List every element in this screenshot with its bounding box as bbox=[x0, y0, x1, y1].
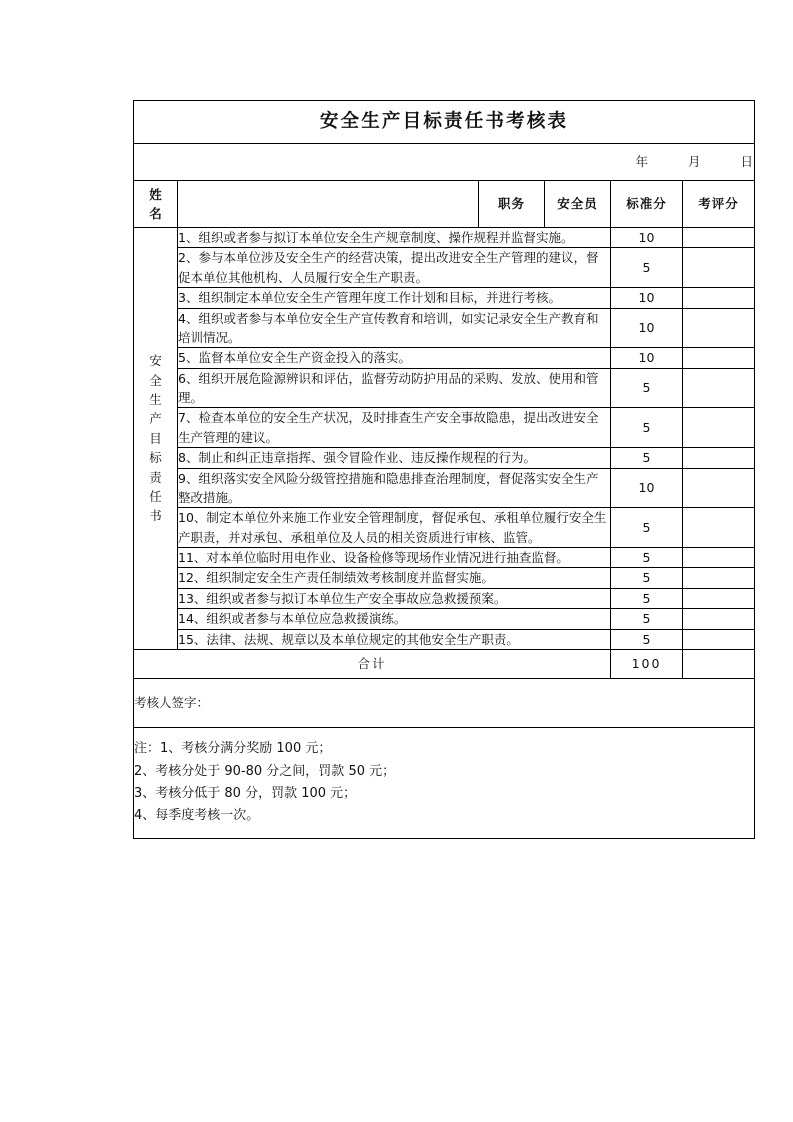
item-review-score[interactable] bbox=[683, 368, 755, 408]
document-title-cell bbox=[134, 101, 755, 144]
signature-cell[interactable] bbox=[134, 678, 755, 727]
side-label-char: 产 bbox=[149, 411, 162, 427]
item-standard-score: 10 bbox=[611, 468, 683, 508]
item-description: 13、组织或者参与拟订本单位生产安全事故应急救援预案。 bbox=[178, 588, 611, 608]
title-row bbox=[134, 101, 755, 144]
table-row bbox=[134, 368, 755, 408]
item-description: 5、监督本单位安全生产资金投入的落实。 bbox=[178, 348, 611, 368]
item-review-score[interactable] bbox=[683, 448, 755, 468]
header-name-value-cell[interactable] bbox=[178, 181, 479, 228]
item-review-score[interactable] bbox=[683, 348, 755, 368]
item-review-score[interactable] bbox=[683, 308, 755, 348]
table-row bbox=[134, 568, 755, 588]
item-standard-score: 5 bbox=[611, 248, 683, 288]
note-line: 3、考核分低于 80 分，罚款 100 元； bbox=[134, 785, 357, 801]
item-review-score[interactable] bbox=[683, 568, 755, 588]
assessment-form-table bbox=[133, 100, 755, 839]
item-standard-score: 10 bbox=[611, 288, 683, 308]
item-review-score[interactable] bbox=[683, 548, 755, 568]
header-name-char-2: 名 bbox=[149, 206, 162, 221]
side-label-char: 责 bbox=[149, 469, 162, 485]
item-review-score[interactable] bbox=[683, 248, 755, 288]
side-label-char: 目 bbox=[149, 430, 162, 446]
table-row bbox=[134, 348, 755, 368]
note-line: 2、考核分处于 90-80 分之间，罚款 50 元； bbox=[134, 763, 396, 779]
total-row bbox=[134, 649, 755, 678]
table-row bbox=[134, 548, 755, 568]
date-day-label: 日 bbox=[740, 154, 755, 170]
item-description: 8、制止和纠正违章指挥、强令冒险作业、违反操作规程的行为。 bbox=[178, 448, 611, 468]
side-label-char: 标 bbox=[149, 450, 162, 466]
item-standard-score: 5 bbox=[611, 508, 683, 548]
table-row bbox=[134, 248, 755, 288]
item-standard-score: 10 bbox=[611, 228, 683, 248]
table-row bbox=[134, 408, 755, 448]
item-description: 10、制定本单位外来施工作业安全管理制度，督促承包、承租单位履行安全生产职责，并对承包、承租单位及人员的相关资质进行审核、监管。 bbox=[178, 508, 611, 548]
signature-label: 考核人签字： bbox=[134, 695, 210, 711]
item-review-score[interactable] bbox=[683, 408, 755, 448]
table-row bbox=[134, 468, 755, 508]
header-review-score-label: 考评分 bbox=[683, 181, 755, 228]
item-description: 1、组织或者参与拟订本单位安全生产规章制度、操作规程并监督实施。 bbox=[178, 228, 611, 248]
total-standard-value: 100 bbox=[611, 649, 683, 678]
signature-row bbox=[134, 678, 755, 727]
form-body bbox=[134, 101, 755, 839]
date-fields bbox=[602, 152, 755, 171]
date-row bbox=[134, 144, 755, 181]
item-review-score[interactable] bbox=[683, 609, 755, 629]
date-month-label: 月 bbox=[688, 154, 702, 170]
item-description: 14、组织或者参与本单位应急救援演练。 bbox=[178, 609, 611, 629]
item-standard-score: 5 bbox=[611, 548, 683, 568]
item-description: 12、组织制定安全生产责任制绩效考核制度并监督实施。 bbox=[178, 568, 611, 588]
item-review-score[interactable] bbox=[683, 508, 755, 548]
header-post-label: 职务 bbox=[479, 181, 545, 228]
side-label-char: 任 bbox=[149, 488, 162, 504]
item-review-score[interactable] bbox=[683, 588, 755, 608]
item-standard-score: 5 bbox=[611, 609, 683, 629]
table-row bbox=[134, 308, 755, 348]
item-review-score[interactable] bbox=[683, 288, 755, 308]
table-row bbox=[134, 629, 755, 649]
item-standard-score: 5 bbox=[611, 568, 683, 588]
date-cell bbox=[134, 144, 755, 181]
item-description: 7、检查本单位的安全生产状况，及时排查生产安全事故隐患，提出改进安全生产管理的建议。 bbox=[178, 408, 611, 448]
notes-list bbox=[134, 738, 754, 827]
date-year-label: 年 bbox=[635, 154, 650, 170]
table-row bbox=[134, 288, 755, 308]
notes-row bbox=[134, 727, 755, 838]
item-standard-score: 5 bbox=[611, 629, 683, 649]
total-score-value[interactable] bbox=[683, 649, 755, 678]
item-review-score[interactable] bbox=[683, 629, 755, 649]
item-description: 15、法律、法规、规章以及本单位规定的其他安全生产职责。 bbox=[178, 629, 611, 649]
item-standard-score: 5 bbox=[611, 448, 683, 468]
item-review-score[interactable] bbox=[683, 228, 755, 248]
item-standard-score: 5 bbox=[611, 588, 683, 608]
table-row bbox=[134, 588, 755, 608]
side-label-char: 生 bbox=[149, 392, 162, 407]
total-label: 合计 bbox=[134, 649, 611, 678]
page-title: 安全生产目标责任书考核表 bbox=[319, 110, 569, 132]
table-row bbox=[134, 448, 755, 468]
item-standard-score: 5 bbox=[611, 368, 683, 408]
table-row bbox=[134, 609, 755, 629]
item-description: 11、对本单位临时用电作业、设备检修等现场作业情况进行抽查监督。 bbox=[178, 548, 611, 568]
header-post-value: 安全员 bbox=[545, 181, 611, 228]
side-label-char: 全 bbox=[149, 372, 162, 388]
side-label-char: 安 bbox=[149, 353, 162, 369]
side-label-char: 书 bbox=[149, 508, 162, 524]
note-line: 4、每季度考核一次。 bbox=[134, 808, 260, 824]
column-header-row bbox=[134, 181, 755, 228]
table-row bbox=[134, 228, 755, 248]
note-line: 注：1、考核分满分奖励 100 元； bbox=[134, 741, 332, 757]
item-review-score[interactable] bbox=[683, 468, 755, 508]
item-description: 4、组织或者参与本单位安全生产宣传教育和培训，如实记录安全生产教育和培训情况。 bbox=[178, 308, 611, 348]
header-standard-score-label: 标准分 bbox=[611, 181, 683, 228]
item-standard-score: 10 bbox=[611, 308, 683, 348]
notes-cell bbox=[134, 727, 755, 838]
table-row bbox=[134, 508, 755, 548]
item-standard-score: 5 bbox=[611, 408, 683, 448]
item-description: 6、组织开展危险源辨识和评估，监督劳动防护用品的采购、发放、使用和管理。 bbox=[178, 368, 611, 408]
item-description: 3、组织制定本单位安全生产管理年度工作计划和目标，并进行考核。 bbox=[178, 288, 611, 308]
item-standard-score: 10 bbox=[611, 348, 683, 368]
side-vertical-label bbox=[134, 228, 178, 650]
item-description: 2、参与本单位涉及安全生产的经营决策，提出改进安全生产管理的建议，督促本单位其他机构、人员履行安全生产职责。 bbox=[178, 248, 611, 288]
header-name-char-1: 姓 bbox=[149, 186, 162, 202]
header-name-cell bbox=[134, 181, 178, 228]
item-description: 9、组织落实安全风险分级管控措施和隐患排查治理制度，督促落实安全生产整改措施。 bbox=[178, 468, 611, 508]
